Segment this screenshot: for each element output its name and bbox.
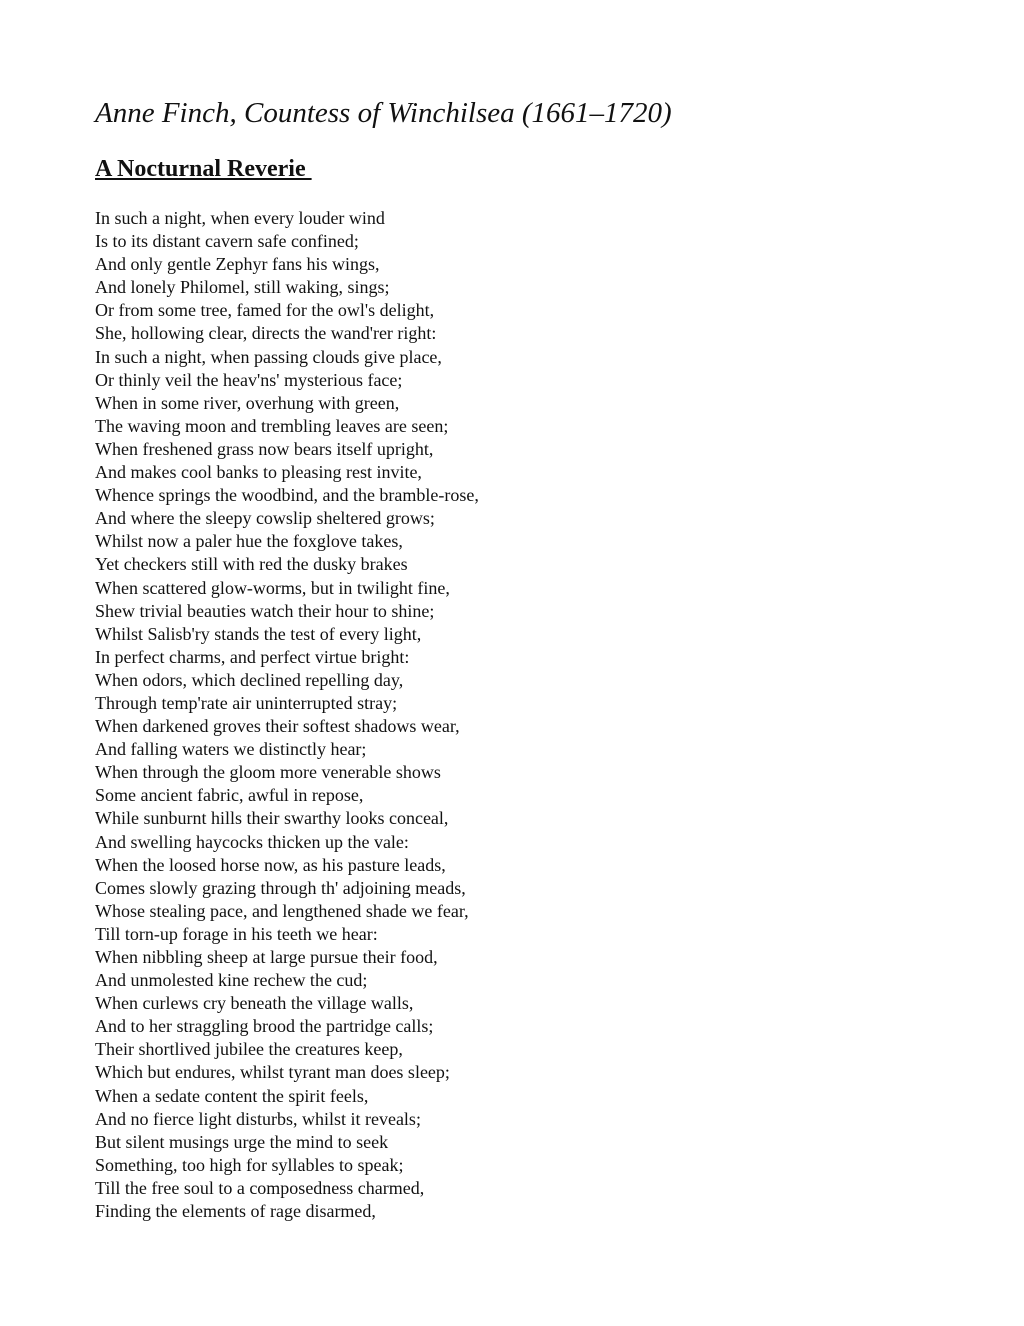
poem-line: Till torn-up forage in his teeth we hear:	[95, 923, 378, 944]
poem-line: Their shortlived jubilee the creatures keep,	[95, 1039, 403, 1060]
poem-line: When a sedate content the spirit feels,	[95, 1085, 369, 1106]
poem-line: But silent musings urge the mind to seek	[95, 1131, 389, 1152]
poem-line: Comes slowly grazing through th' adjoining meads,	[95, 877, 466, 898]
poem-line: Whilst now a paler hue the foxglove takes,	[95, 531, 403, 552]
poem-line: And no fierce light disturbs, whilst it reveals;	[95, 1108, 421, 1129]
author-heading: Anne Finch, Countess of Winchilsea (1661–1720)	[95, 97, 672, 129]
poem-line: When odors, which declined repelling day,	[95, 669, 404, 690]
poem-line: And to her straggling brood the partridge calls;	[95, 1016, 434, 1037]
poem-line: When curlews cry beneath the village walls,	[95, 993, 414, 1014]
poem-line: And falling waters we distinctly hear;	[95, 739, 367, 760]
poem-line: When nibbling sheep at large pursue their food,	[95, 947, 438, 967]
poem-line: The waving moon and trembling leaves are seen;	[95, 415, 449, 436]
poem-line: When freshened grass now bears itself upright,	[95, 438, 434, 459]
poem-line: Finding the elements of rage disarmed,	[95, 1201, 376, 1222]
poem-line: And unmolested kine rechew the cud;	[95, 970, 368, 991]
poem-title: A Nocturnal Reverie	[95, 156, 312, 182]
poem-line: Whose stealing pace, and lengthened shade we fear,	[95, 900, 469, 921]
poem-line: Shew trivial beauties watch their hour to shine;	[95, 600, 435, 621]
poem-line: While sunburnt hills their swarthy looks conceal,	[95, 808, 449, 829]
poem-line: Some ancient fabric, awful in repose,	[95, 785, 364, 806]
poem-line: Or thinly veil the heav'ns' mysterious face;	[95, 369, 403, 390]
poem-line: Whence springs the woodbind, and the bramble-rose,	[95, 485, 479, 506]
poem-line: In such a night, when passing clouds give place,	[95, 346, 442, 367]
poem-line: She, hollowing clear, directs the wand'rer right:	[95, 323, 437, 344]
poem-line: When the loosed horse now, as his pasture leads,	[95, 854, 446, 875]
poem-line: When darkened groves their softest shadows wear,	[95, 716, 460, 737]
poem-line: When in some river, overhung with green,	[95, 392, 400, 413]
poem-line: In such a night, when every louder wind	[95, 208, 385, 228]
poem-line: Yet checkers still with red the dusky brakes	[95, 554, 408, 575]
poem-line: And makes cool banks to pleasing rest invite,	[95, 462, 422, 483]
poem-line: And only gentle Zephyr fans his wings,	[95, 254, 380, 275]
poem-line: And swelling haycocks thicken up the vale:	[95, 831, 409, 852]
poem-line: Or from some tree, famed for the owl's delight,	[95, 300, 435, 321]
poem-line: Is to its distant cavern safe confined;	[95, 231, 359, 252]
poem-body	[95, 207, 479, 1223]
poem-line: And where the sleepy cowslip sheltered grows;	[95, 508, 435, 529]
poem-line: Through temp'rate air uninterrupted stray;	[95, 692, 398, 713]
poem-line: And lonely Philomel, still waking, sings;	[95, 277, 390, 298]
poem-line: When scattered glow-worms, but in twilight fine,	[95, 577, 450, 598]
poem-line: In perfect charms, and perfect virtue bright:	[95, 646, 410, 667]
poem-line: Till the free soul to a composedness charmed,	[95, 1177, 425, 1198]
poem-line: Whilst Salisb'ry stands the test of every light,	[95, 623, 422, 644]
poem-line: When through the gloom more venerable shows	[95, 762, 441, 783]
poem-line: Which but endures, whilst tyrant man does sleep;	[95, 1062, 450, 1083]
poem-line: Something, too high for syllables to speak;	[95, 1154, 404, 1175]
